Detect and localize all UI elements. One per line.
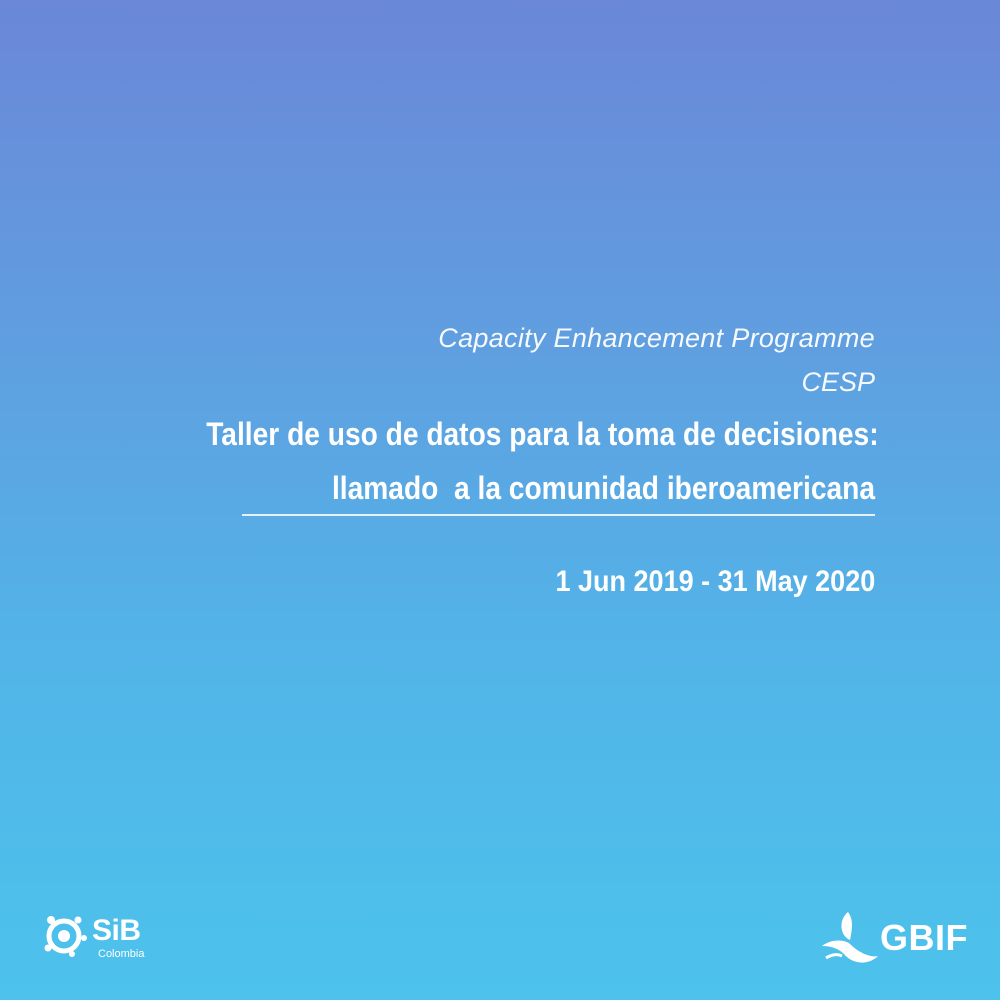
sib-wordmark: SiB xyxy=(92,914,141,947)
sib-network-icon xyxy=(42,910,92,966)
program-name: Capacity Enhancement Programme xyxy=(438,323,875,353)
workshop-title-line-1: Taller de uso de datos para la toma de decisiones: xyxy=(206,416,879,452)
gbif-wordmark: GBIF xyxy=(880,917,968,958)
gbif-logo xyxy=(818,906,968,970)
date-range: 1 Jun 2019 - 31 May 2020 xyxy=(555,565,875,598)
workshop-title-line-2: llamado a la comunidad iberoamericana xyxy=(331,470,875,506)
sib-subtitle: Colombia xyxy=(98,948,145,960)
program-acronym: CESP xyxy=(801,367,875,397)
gbif-leaf-icon xyxy=(818,906,882,970)
sib-colombia-logo xyxy=(42,910,152,968)
title-divider xyxy=(242,514,875,516)
title-block xyxy=(115,318,879,510)
